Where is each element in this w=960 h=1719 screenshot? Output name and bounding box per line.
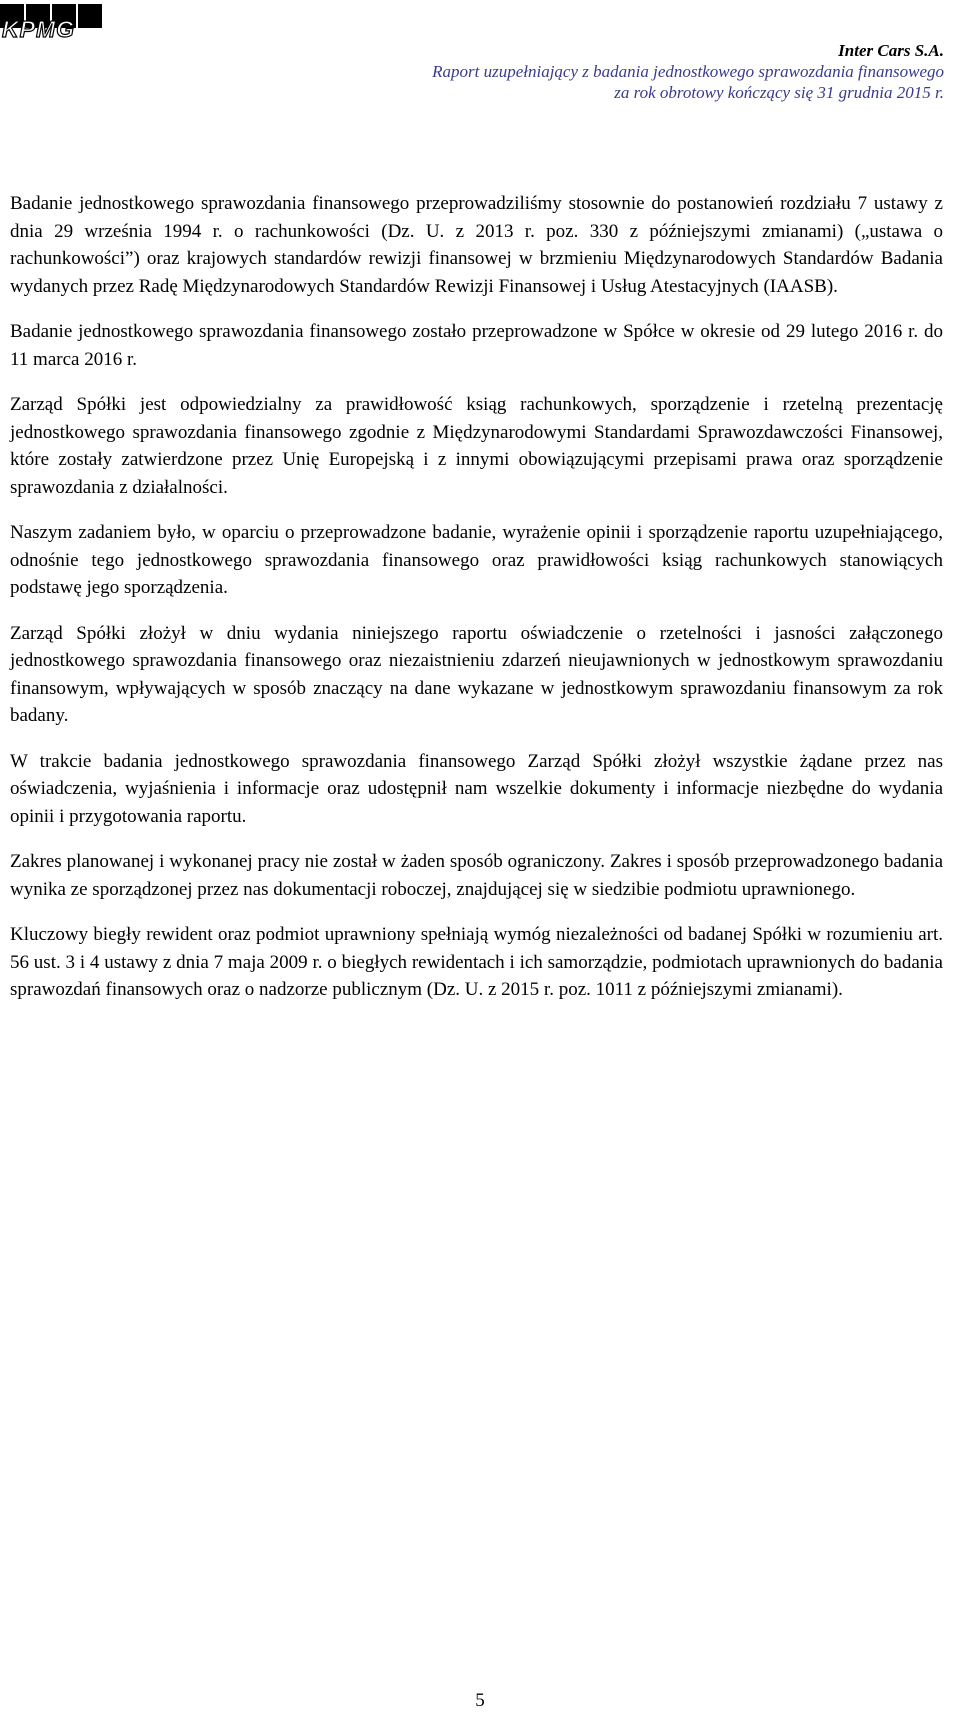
- header-subtitle-line2: za rok obrotowy kończący się 31 grudnia 2015 r.: [614, 83, 944, 102]
- kpmg-logo-mark: [0, 4, 103, 41]
- logo-text: KPMG: [2, 16, 75, 42]
- paragraph-5: Zarząd Spółki złożył w dniu wydania niniejszego raportu oświadczenie o rzetelności i jasności załączonego jednostkowego sprawozdania finansowego oraz niezaistnieniu zdarzeń nieujawnionych w jednostkowym sprawozdaniu finansowym, wpływających w sposób znaczący na dane wykazane w jednostkowym sprawozdaniu finansowym za rok badany.: [10, 622, 943, 726]
- header-subtitle-line1: Raport uzupełniający z badania jednostkowego sprawozdania finansowego: [432, 62, 944, 81]
- document-body: [10, 190, 943, 1022]
- paragraph-6: W trakcie badania jednostkowego sprawozdania finansowego Zarząd Spółki złożył wszystkie żądane przez nas oświadczenia, wyjaśnienia i informacje oraz udostępnił nam wszelkie dokumenty i informacje niezbędne do wydania opinii i przygotowania raportu.: [10, 750, 943, 827]
- paragraph-4: Naszym zadaniem było, w oparciu o przeprowadzone badanie, wyrażenie opinii i sporządzenie raportu uzupełniającego, odnośnie tego jednostkowego sprawozdania finansowego oraz prawidłowości ksiąg rachunkowych stanowiących podstawę jego sporządzenia.: [10, 522, 943, 598]
- paragraph-8: Kluczowy biegły rewident oraz podmiot uprawniony spełniają wymóg niezależności od badanej Spółki w rozumieniu art. 56 ust. 3 i 4 ustawy z dnia 7 maja 2009 r. o biegłych rewidentach i ich samorządzie, podmiotach uprawnionych do badania sprawozdań finansowych oraz o nadzorze publicznym (Dz. U. z 2015 r. poz. 1011 z późniejszymi zmianami).: [10, 924, 943, 1000]
- header-company: Inter Cars S.A.: [838, 41, 944, 60]
- paragraph-7: Zakres planowanej i wykonanej pracy nie został w żaden sposób ograniczony. Zakres i sposób przeprowadzonego badania wynika ze sporządzonej przez nas dokumentacji roboczej, znajdującej się w siedzibie podmiotu uprawnionego.: [10, 851, 943, 900]
- kpmg-logo: [0, 4, 103, 41]
- page-header: [432, 40, 944, 103]
- paragraph-2: Badanie jednostkowego sprawozdania finansowego zostało przeprowadzone w Spółce w okresie od 29 lutego 2016 r. do 11 marca 2016 r.: [10, 321, 943, 370]
- page-number: 5: [475, 1690, 485, 1711]
- paragraph-1: Badanie jednostkowego sprawozdania finansowego przeprowadziliśmy stosownie do postanowień rozdziału 7 ustawy z dnia 29 września 1994 r. o rachunkowości (Dz. U. z 2013 r. poz. 330 z późniejszymi zmianami) („ustawa o rachunkowości”) oraz krajowych standardów rewizji finansowej w brzmieniu Międzynarodowych Standardów Badania wydanych przez Radę Międzynarodowych Standardów Rewizji Finansowej i Usług Atestacyjnych (IAASB).: [10, 193, 943, 297]
- paragraph-3: Zarząd Spółki jest odpowiedzialny za prawidłowość ksiąg rachunkowych, sporządzenie i rzetelną prezentację jednostkowego sprawozdania finansowego zgodnie z Międzynarodowymi Standardami Sprawozdawczości Finansowej, które zostały zatwierdzone przez Unię Europejską i z innymi obowiązującymi przepisami prawa oraz sporządzenie sprawozdania z działalności.: [10, 394, 943, 498]
